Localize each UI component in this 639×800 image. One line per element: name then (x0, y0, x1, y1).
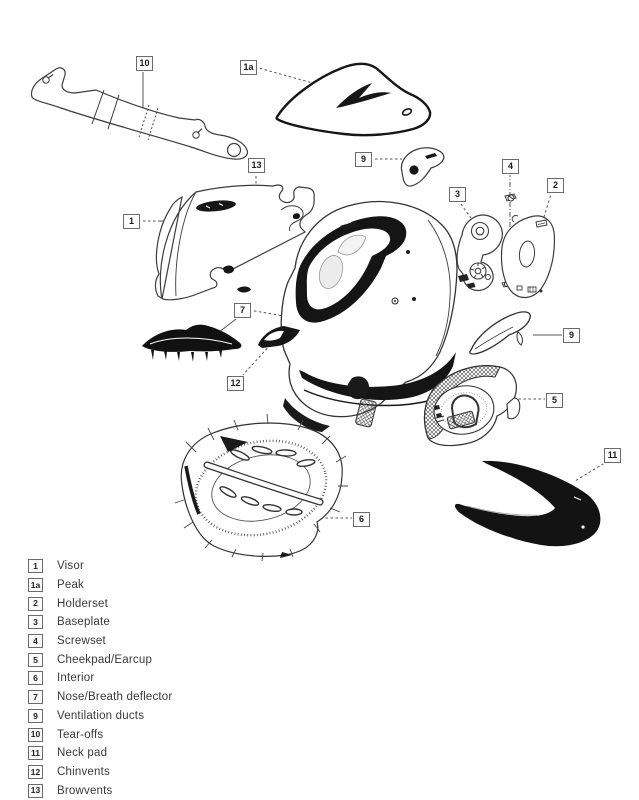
part-vent-duct-side (470, 312, 531, 354)
legend-num-screwset: 4 (28, 634, 43, 648)
legend-num-neck-pad: 11 (28, 746, 43, 760)
legend-row-cheekpad (28, 650, 172, 669)
legend-label-chinvents: Chinvents (57, 765, 110, 778)
legend-row-chinvents (28, 763, 172, 782)
legend-num-peak: 1a (28, 578, 43, 592)
legend-num-tear-offs: 10 (28, 728, 43, 742)
callout-interior: 6 (353, 512, 370, 527)
part-baseplate (457, 215, 502, 290)
legend-label-ventilation-ducts: Ventilation ducts (57, 709, 145, 722)
legend-label-tear-offs: Tear-offs (57, 728, 104, 741)
parts-legend (28, 557, 172, 800)
legend-row-breath-deflector (28, 688, 172, 707)
callout-chinvents: 12 (227, 376, 244, 391)
legend-row-tear-offs (28, 725, 172, 744)
legend-row-holderset (28, 594, 172, 613)
part-neck-pad (455, 461, 600, 546)
legend-row-baseplate (28, 613, 172, 632)
legend-row-peak (28, 576, 172, 595)
legend-label-screwset: Screwset (57, 635, 106, 648)
legend-label-visor: Visor (57, 560, 84, 573)
legend-label-peak: Peak (57, 579, 85, 592)
part-vent-duct-top (401, 148, 443, 186)
legend-row-visor (28, 557, 172, 576)
callout-vent-duct-side: 9 (563, 328, 580, 343)
callout-cheekpad: 5 (546, 393, 563, 408)
legend-label-browvents: Browvents (57, 784, 113, 797)
callout-browvents: 13 (248, 158, 265, 173)
callout-vent-duct-top: 9 (355, 152, 372, 167)
part-peak (277, 64, 430, 135)
legend-num-ventilation-ducts: 9 (28, 709, 43, 723)
callout-tear-offs: 10 (136, 56, 153, 71)
legend-num-chinvents: 12 (28, 765, 43, 779)
legend-num-interior: 6 (28, 671, 43, 685)
legend-num-visor: 1 (28, 559, 43, 573)
legend-num-baseplate: 3 (28, 615, 43, 629)
callout-holderset: 2 (547, 178, 564, 193)
legend-row-ventilation-ducts (28, 707, 172, 726)
legend-row-neck-pad (28, 744, 172, 763)
legend-label-breath-deflector: Nose/Breath deflector (57, 691, 173, 704)
callout-breath-deflector: 7 (234, 303, 251, 318)
part-interior (175, 414, 348, 561)
callout-visor: 1 (123, 214, 140, 229)
callout-screwset: 4 (502, 159, 519, 174)
legend-label-interior: Interior (57, 672, 95, 685)
legend-num-holderset: 2 (28, 597, 43, 611)
legend-row-interior (28, 669, 172, 688)
part-holderset (501, 216, 554, 298)
legend-num-breath-deflector: 7 (28, 690, 43, 704)
legend-label-baseplate: Baseplate (57, 616, 110, 629)
part-tear-offs (31, 68, 247, 159)
legend-num-browvents: 13 (28, 784, 43, 798)
callout-baseplate: 3 (449, 187, 466, 202)
legend-row-screwset (28, 632, 172, 651)
legend-label-holderset: Holderset (57, 597, 109, 610)
callout-neck-pad: 11 (604, 448, 621, 463)
legend-label-neck-pad: Neck pad (57, 747, 108, 760)
part-breath-deflector (142, 325, 241, 362)
legend-label-cheekpad: Cheekpad/Earcup (57, 653, 153, 666)
legend-row-browvents (28, 781, 172, 800)
callout-peak: 1a (240, 60, 257, 75)
legend-num-cheekpad: 5 (28, 653, 43, 667)
